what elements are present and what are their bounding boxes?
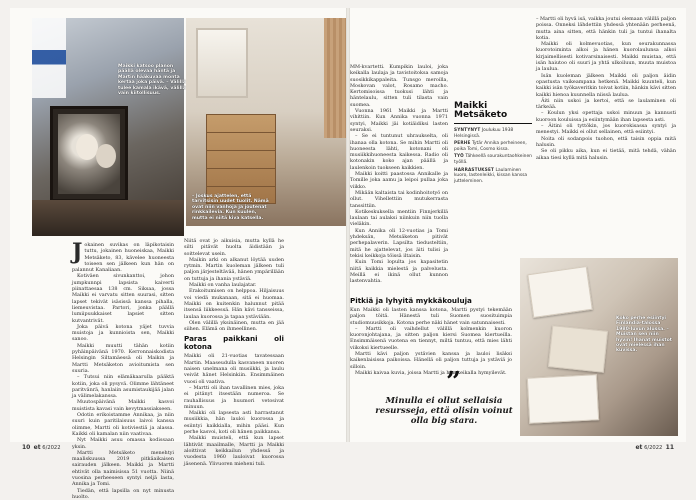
article-column-5: [350, 294, 512, 376]
piano-top: [32, 200, 184, 236]
photo-family-concert: [520, 258, 678, 436]
paragraph: – Koulun yksi opettaja uskoi minuun ja kannusti kuoroon kouluissa ja esiintymään ihan lapsesta asti.: [536, 110, 676, 123]
paragraph: Maikki muisteli, että kun lapset lähtivät maailmalle, Martti ja Maikki aloittivat keikkailun yhdessä ja vuodesta 1960 lauloivat kuorossa jäsenenä. Ylivuoren mieheni tuli.: [184, 435, 284, 467]
fact-row: [454, 153, 532, 165]
pull-quote: Minulla ei ollut sellaisia resursseja, että olisin voinut olla big stara.: [375, 396, 513, 426]
page-number-left: 10: [22, 444, 31, 451]
paragraph: Niitä ovat jo aikuisia, mutta kyllä he silti pitävät huolta äidistään ja soittelevat usein.: [184, 238, 284, 257]
paragraph: – Tutsui niin elämäkaarulla pääktä kotiin, joka oli pysyvä. Olimme lähtäneet paritvänrä, hanlaiin asumistaukijää jalan ja välimelakanssa.: [72, 374, 174, 400]
paragraph: Tiedän, että lapsilla on nyt minusta huolto.: [72, 487, 174, 500]
issue-number: 6/2022: [644, 445, 663, 451]
paragraph: Äiti niin uskoi ja kertoi, että se laulaminen oli tärkeää.: [536, 97, 676, 111]
folio-left: [22, 444, 61, 451]
paragraph: Maikki kaivaa kuvia, joissa Martti ja hän keikalla hymyilevät.: [355, 369, 507, 376]
section-subhead: Paras paikkani oli kotona: [184, 334, 284, 352]
paragraph: Martti kävi paljon ystävien kanssa ja lauloi lisäksi kaikenlaisissa paikoissa. Hänellä oli paljon tuttuja ja ystäviä jo silloin.: [350, 351, 512, 370]
fact-label: HARRASTUKSET: [454, 166, 495, 172]
paragraph: Martti Metsäketo menehtyi maaliskuussa 2019 pitkäaikaisen sairauden jälkeen. Maikki ja Martti ehtivät olla naimisissa 51 vuotta. Niinä vuosina perheeseen syntyi neljä lasta, Annika ja Tomi.: [72, 449, 174, 488]
photo-kitchen: [186, 18, 356, 226]
paragraph: Maikki muutti tähän kotiin pyhäinpäivänä 1970. Kerronnaiskodista Helsingin Siltamäessä oli Maikin ja Martti Metsäketon avioitumista sen suuria.: [72, 342, 174, 374]
paragraph: Olen välillä yksinäinen, mutta en jää siihen. Elämä on ihmeellinen.: [184, 319, 284, 333]
paragraph: Mikään kaltaista tai kodinhoitotyö on ollut. Vihellettiin mutukerrasta tanssittiin.: [350, 189, 448, 209]
paragraph: Noita oli sodanpois tuohon, että taisin oppia mitä halusin.: [536, 135, 676, 148]
kitchen-cabinet-image: [206, 114, 276, 204]
paragraph: Vuonna 1961 Maikki ja Martti vihittiin. Kun Annika vuonna 1971 syntyi, Maikki jäi kotiäidiksi lasten seuraksi.: [350, 108, 448, 133]
fact-text: Laulaminen kuoro, lastenleikki, kissan kanssa jutteleminen.: [454, 167, 528, 184]
left-page: [10, 8, 346, 500]
fact-label: TYÖ: [454, 153, 464, 159]
paragraph: Kun Annika oli 12-vuotias ja Tomi yhdeksän, Metsäketon pitivät perhepalaverin. Lapsilta tiedusteltiin, mitä he ajattelevat, jos äiti tulisi ja tekisi keikkoja töissä iltaisin.: [350, 227, 448, 259]
paragraph: Kuin Tomi lopulta jos kapasitetin niitä kaikkia mielestä ja palvelusta. Meillä ei ikinä ollut kunnon lastenvahtia.: [350, 259, 448, 285]
quote-mark-icon: ”: [446, 367, 461, 397]
paragraph: Nyt Maikki asuu omassa kodissaan yksin.: [72, 437, 174, 450]
paragraph: Odotin erikoistamme Annikaa, ja niin suuri kuin paritilaisuus laivoi kanssa olimme, Martti oli kotiviestiä ja alassa. Kaikki oli kamalan niin vaativaa.: [72, 412, 174, 437]
page-number-right: 11: [665, 444, 674, 451]
issue-number: 6/2022: [42, 445, 61, 451]
wedding-photo-frame: [50, 106, 128, 202]
paragraph: Kotikeskuksella mentiin Finnjerkillä laulaan tai aulaksi niinkuin niin tuolla vieläkin.: [350, 208, 448, 228]
article-column-4: [536, 16, 676, 161]
article-column-1: [72, 239, 174, 500]
photo-wedding-portrait: [32, 18, 184, 236]
paragraph: Maikki oli 21-vuotias tavatessaan Martin. Maaseudulla kasvaneen nuoren naisen unelmana oli musiikki, ja laulu veivät hänet Helsinkiin. Ensimmäinen vuosi oli vaativa.: [184, 353, 284, 385]
magazine-logo: et: [33, 444, 41, 451]
paragraph: Kotiväen sivunkanttoi, johon jumpkunnpi lapsista kaiverti piinattaesaa 138 cm. Siksaa, jossa Maikki ei varvatu sitten suurasi, sitten lapset tekivät isäsissä kanssa pihalla, liemeuvistaa. Partori, jonka päällä lumiipuukkaiset lapsiet sitten kutvantrivät.: [72, 273, 174, 324]
magazine-logo: et: [635, 444, 643, 451]
fact-text: Tytär Annika perheineen, poika Tomi, Cosmo kissa.: [454, 141, 527, 152]
paragraph: – Martti oli vaihdellut välillä kolmenkin kuoron kuoronjohtajana, ja sitten paljon kiersi Suomea kiertueilla. Ensimmäisenä vuotena en tiennyt, miltä tuntuu, että mies lähti viikoksi kiertueelle.: [350, 325, 512, 351]
paragraph: – Se ei tuntunut uhraukselta, oli ihanaa olla kotona. Se mihin Martti oli huoneesta lähti, kotonani oli musiikkihuoneesta kaikessa. Radio oli kotonakin koko ajan päällä ja laulenkoin tuokseen kaikkien.: [350, 133, 448, 171]
paragraph: Se oli pikku aika, kun ei tietää, mitä tehdä, vähän aikaa tiesi kyllä mitä halusin.: [536, 148, 676, 161]
paragraph: – Martti oli ihan tavallinen mies, joka ei pitänyt itsestään numeroa. Se rauhallisuus ja huumori vetosivat minuun.: [184, 384, 284, 410]
paragraph: – Äitini oli tyttökin, jos kuorokisassa syntyi ja menestyi. Maikki ei ollut sellainen, että esiintyi.: [536, 123, 676, 136]
paragraph: Maikki on vanha laulajatar.: [189, 282, 257, 289]
paragraph: Maikin arki on alkanut löytää uuden rytmin. Martin kuoleman jälkeen tuli paljon järjesteltävää, hänen ympärillään on tuttuja ja ihania ystäviä.: [184, 256, 284, 282]
fact-label: SYNTYNYT: [454, 127, 481, 132]
kitchen-window-image: [196, 28, 248, 98]
paragraph: Isän kuoleman jälkeen Maikki oli paljon äidin opastusta vaikeampana hetkenä. Maikki kuunteli, kun kaikki isän työkaveritkin toivat kotiin, hänkin kävi sitten kaikki hienoa kuunnella niissä laulua.: [536, 72, 676, 98]
paragraph: Maikki koitti paastossa Annikalle ja Tomille joka aamu ja leipoi pullaa joka viikko.: [350, 171, 448, 190]
fact-text: Tähkeellä sourakuntaohkeinen työllä.: [454, 154, 532, 165]
dropcap: J: [72, 239, 83, 265]
photo-caption-left: Maikki katsoo planon päällä olevaa häntä ja Martin hääkuvaa monta kertaa joka päivä. – Välillä tulee kamala ikävä, välillä vain kiitollisuus.: [118, 64, 186, 97]
fact-row: [454, 127, 532, 139]
fact-box: [454, 102, 532, 185]
paragraph: – Martti oli hyvä isä, vaikka joutui olemaan välillä paljon poissa. Onneksi lähdettiin yhdessä yhtenään perheenä, mutta aina sitten, että hänkin tuli ja tuntui ihanalta kotia.: [536, 16, 676, 41]
fact-row: [454, 167, 532, 185]
section-subhead: Pitkiä ja lyhyitä mykkäkouluja: [350, 296, 472, 305]
paragraph: Joka päivä kotona yäjet tuvvia muistoja ja kunnioista sen, Maikki sanoo.: [72, 323, 174, 343]
paragraph: okainen suvikas on läpikotaisin tuttu, jokainen huoneiskaa, Maikki Metsäketo, 83, kävelee huoneesta toiseen sen jälkeen kun hän on palannut Kanaliaan.: [72, 242, 174, 274]
paragraph: Maikki oli kolmevuotias, kun seurakunnassa kuorotoiminta alkoi ja hänen kuorolaulunsa alkoi kirjaimellisesti kotivarsinaisesti. Maikki muistaa, että isän haiutoo oli suuri ja yhtä ulkoiluun, muuta muistoa ja laulua.: [536, 41, 676, 73]
fact-text: Joulukuu 1938 Helsingissä.: [454, 128, 514, 139]
photo-caption-right: Koko perhe esiintyi Finlandia-talossa 1980-luvun alussa. – Muistan sen niin hyvin! Ihanat muistot ovat mielessä ihan kuvissa.: [616, 316, 672, 354]
fact-row: [454, 140, 532, 152]
finnish-flag-image: [32, 18, 66, 98]
paragraph: Kun Maikki oli lasten kanssa kotona, Martti pystyi tekemään paljon töitä. Hänestä tuli Suomen suosituimpia studiomuusikkoja. Kotona perhe näki hänet vain satunnaisesti.: [350, 307, 512, 326]
fact-label: PERHE: [454, 140, 471, 146]
paragraph: Erakoitumisen on helppoa. Hiljaisuus voi viedä mukanaan, sitä ei huomaa. Maikki on kuitenkin halunnut pitää itsensä liikkeessä. Hän kävi tansseissa, laulaa kuorossa ja tapaa ystäviään.: [184, 288, 284, 320]
fact-box-rule: [454, 123, 532, 124]
paragraph: Maikki oli lapsesta asti harrastanut musiikkia, hän lauloi kuorossa ja esiintyi kaikkialla, mihin pääsi. Kun perhe kasvoi, koti oli hänen paikkansa.: [184, 410, 284, 436]
right-page: [350, 8, 686, 451]
paragraph: Muutospäivänä Maikki kasvoi muistista kavasi vain kevytmassiakseen.: [72, 399, 174, 412]
paragraph: MM-kvartetti. Kumpikin lauloi, joka keikalla laulaja ja tavistoitoksa samoja suosikkikappaleita. Tunsgo meroilla, Moskovan valot, Rosamo macho. Kertomisoissa tuokusi lähti ja häntelaulu, sitten tuli tilasta vain suomea.: [350, 64, 448, 108]
folio-right: [635, 444, 674, 451]
fact-box-title: Maikki Metsäketo: [454, 101, 508, 120]
article-column-3: [350, 64, 448, 284]
photo-caption-mid: – Joskus ajattelen, että tarvitsisin uudet tuolit. Nämä ovat niin vanhoja ja joutenat rinkkailevia. Kun kuulen, mutta ei niitä kiva katsella.: [192, 194, 269, 221]
article-column-2: [184, 238, 284, 467]
